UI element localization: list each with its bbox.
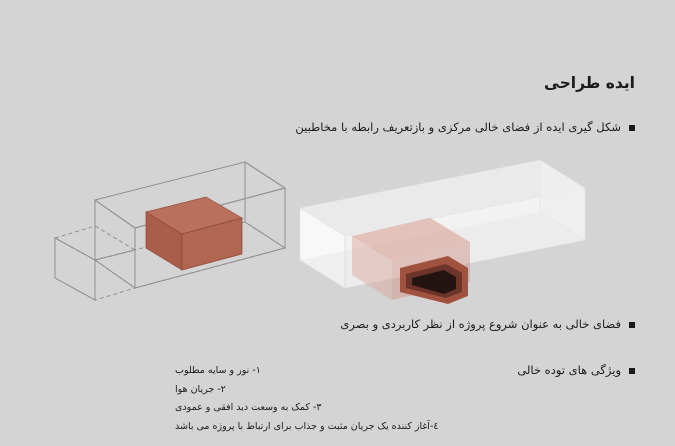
list-item: ۱- نور و سایه مطلوب [175,365,261,376]
numbered-list [175,362,475,436]
bullet-square-icon [629,125,635,131]
idea-diagram [0,140,675,320]
list-item: ۳- کمک به وسعت دید افقی و عمودی [175,402,322,414]
list-item: ۲- جریان هوا [175,383,226,395]
bullet-square-icon [629,368,635,374]
bullet-item-3 [517,362,635,379]
bullet-item-1-label: شکل گیری ایده از فضای خالی مرکزی و بازتعریف رابطه با مخاطبین [295,120,621,134]
list-item: ٤-آغاز کننده یک جریان مثبت و جذاب برای ارتباط با پروژه می باشد [175,420,439,432]
bullet-item-2 [340,316,635,333]
page-title: ایده طراحی [543,74,635,92]
bullet-square-icon [629,322,635,328]
bullet-item-2-label: فضای خالی به عنوان شروع پروژه از نظر کاربردی و بصری [340,317,621,331]
right-figure-translucent-box [300,160,585,304]
bullet-item-1 [295,119,635,136]
bullet-item-3-label: ویژگی های توده خالی [517,363,621,377]
left-figure-wireframe-box [55,162,285,300]
